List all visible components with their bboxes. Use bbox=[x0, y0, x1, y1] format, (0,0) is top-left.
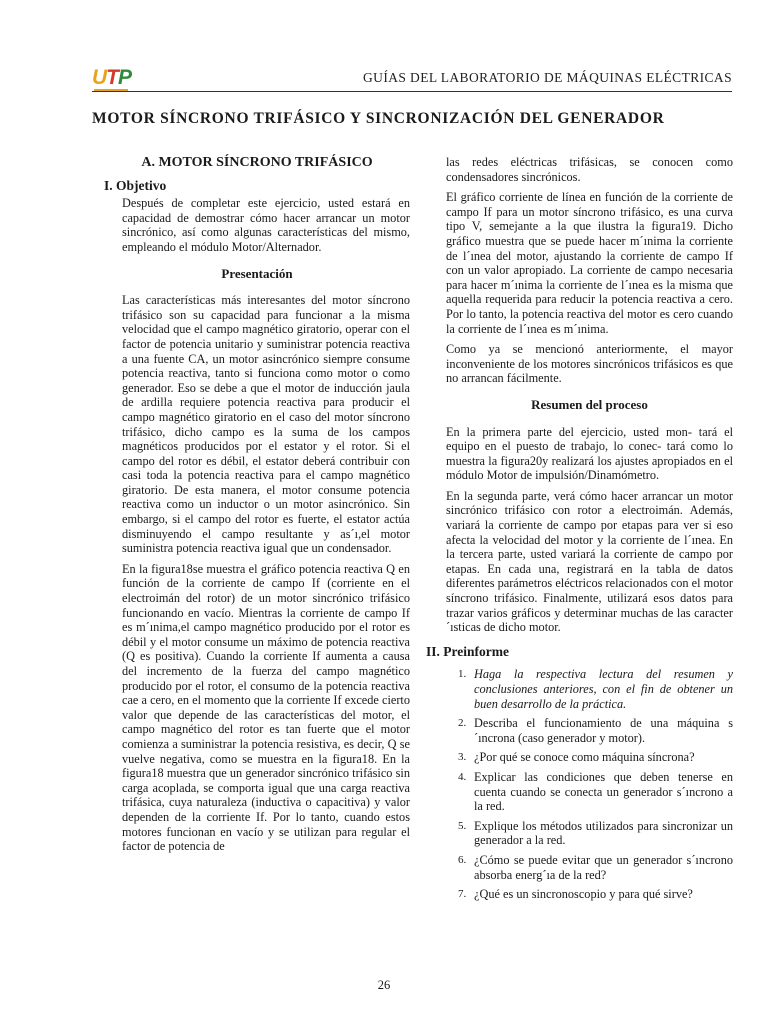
presentacion-paragraph-2: En la figura18se muestra el gráfico potencia reactiva Q en función de la corriente de campo If (corriente en el electroimán del rotor) de un motor sincrónico trifásico funcionando en vacío. Mientras la corriente de campo If es m´ınima,el campo magnético producido por el rotor es débil y el motor consume un máximo de potencia reactiva (Q es positiva). Cuando la corriente If aumenta a causa del incremento de la fuerza del campo magnético producido por el rotor, el consumo de la potencia reactiva cae a cero, en el momento que la corriente If excede cierto valor que depende de las características del motor, el campo magnético del rotor es tan fuerte que el motor comienza a suministrar la potencia resistiva, es decir, Q se vuelve negativa, como se muestra en la figura18. En la figura18 muestra que un generador sincrónico trifásico sin carga acoplada, se comporta igual que una carga reactiva trifásica, cuya naturaleza (inductiva o capacitiva) y valor dependen de la corriente If. Por lo tanto, cuando estos motores funcionan en vacío y se utilizan para regular el factor de potencia de bbox=[122, 561, 410, 854]
objetivo-paragraph: Después de completar este ejercicio, usted estará en capacidad de demostrar cómo hacer arrancar un motor sincrónico, así como algunas características del mismo, empleando el módulo Motor/Alternador. bbox=[122, 196, 410, 254]
objetivo-heading: I. Objetivo bbox=[104, 177, 167, 193]
section-a-heading: A. MOTOR SÍNCRONO TRIFÁSICO bbox=[141, 155, 373, 170]
page-number: 26 bbox=[377, 978, 391, 992]
presentacion-heading: Presentación bbox=[221, 265, 293, 281]
preinforme-list bbox=[446, 667, 733, 901]
resumen-paragraph-2: En la segunda parte, verá cómo hacer arrancar un motor sincrónico trifásico con rotor a electroimán. Además, variará la corriente de campo por etapas para ver si eso afecta la velocidad del motor y la corriente de l´ınea. En la tercera parte, usted variará la corriente de campo por etapas. En cada una, registrará en la tabla de datos diferentes parámetros eléctricos relacionados con el motor síncrono trifásico. Finalmente, utilizará esos datos para trazar varios gráficos y determinar muchas de las caracter´ısticas de dicho motor. bbox=[446, 488, 733, 635]
list-item: 6. ¿Cómo se puede evitar que un generador s´ıncrono absorba energ´ıa de la red? bbox=[458, 852, 733, 882]
page-title: MOTOR SÍNCRONO TRIFÁSICO Y SINCRONIZACIÓN DEL GENERADOR bbox=[92, 110, 665, 127]
list-item: 2. Describa el funcionamiento de una máquina s´ıncrona (caso generador y motor). bbox=[458, 716, 733, 745]
list-item: 1. Haga la respectiva lectura del resumen y conclusiones anteriores, con el fin de obtener un buen desarrollo de la práctica. bbox=[458, 667, 733, 711]
list-item: 4. Explicar las condiciones que deben tenerse en cuenta cuando se conecta un generador s´ıncrono a la red. bbox=[458, 769, 733, 814]
left-column bbox=[104, 148, 410, 860]
resumen-heading: Resumen del proceso bbox=[531, 396, 648, 412]
right-paragraph-2: Como ya se mencionó anteriormente, el mayor inconveniente de los motores sincrónicos trifásicos es que no arrancan fácilmente. bbox=[446, 342, 733, 386]
list-item: 5. Explique los métodos utilizados para sincronizar un generador a la red. bbox=[458, 818, 733, 848]
list-item: 3. ¿Por qué se conoce como máquina síncrona? bbox=[458, 750, 695, 765]
presentacion-paragraph-1: Las características más interesantes del motor síncrono trifásico son su capacidad para funcionar a la misma velocidad que el campo magnético giratorio, operar con el factor de potencia unitario y suministrar potencia reactiva a una fuente CA, un motor asincrónico siempre consume potencia reactiva, tanto si funciona como motor o como generador. Eso se debe a que el motor de inducción jaula de ardilla requiere potencia reactiva para producir el campo magnético giratorio en el caso del motor síncrono trifásico, dicho campo es la suma de los campos magnéticos producidos por el estator y el rotor. Si el campo del rotor es débil, el estator deberá contribuir con casi toda la potencia reactiva para el campo magnético giratorio. De esta manera, el motor consume potencia reactiva como un inductor o un motor asincrónico. Sin embargo, si el campo del rotor es fuerte, el estator actúa disminuyendo el campo resultante y as´ı,el motor suministra potencia reactiva igual que un condensador. bbox=[122, 293, 410, 556]
header-title: GUÍAS DEL LABORATORIO DE MÁQUINAS ELÉCTRICAS bbox=[363, 70, 732, 85]
right-paragraph-1: El gráfico corriente de línea en función de la corriente de campo If para un motor síncrono trifásico, es una curva tipo V, semejante a la que ilustra la figura19. Dicho gráfico muestra que se puede hacer m´ınima la corriente de l´ınea del motor, ajustando la corriente de campo If con un valor apropiado. La corriente de campo necesaria para hacer m´ınima la corriente de l´ınea es la misma que aquella requerida para reducir la potencia reactiva a cero. Por lo tanto, la potencia reactiva del motor es cero cuando la corriente de l´ınea es m´ınima. bbox=[446, 190, 733, 336]
list-item: 7. ¿Qué es un sincronoscopio y para qué sirve? bbox=[458, 887, 693, 902]
preinforme-heading: II. Preinforme bbox=[426, 643, 509, 659]
page-header bbox=[92, 62, 732, 90]
utp-logo: UTP bbox=[92, 66, 132, 89]
right-paragraph-0: las redes eléctricas trifásicas, se conocen como condensadores sincrónicos. bbox=[446, 155, 733, 184]
right-column bbox=[426, 155, 733, 907]
resumen-paragraph-1: En la primera parte del ejercicio, usted mon- tará el equipo en el puesto de trabajo, lo conec- tará como lo muestra la figura20y realizará los ajustes apropiados en el módulo Motor de impulsión/Dinamómetro. bbox=[446, 424, 733, 483]
header-rule bbox=[92, 91, 732, 92]
